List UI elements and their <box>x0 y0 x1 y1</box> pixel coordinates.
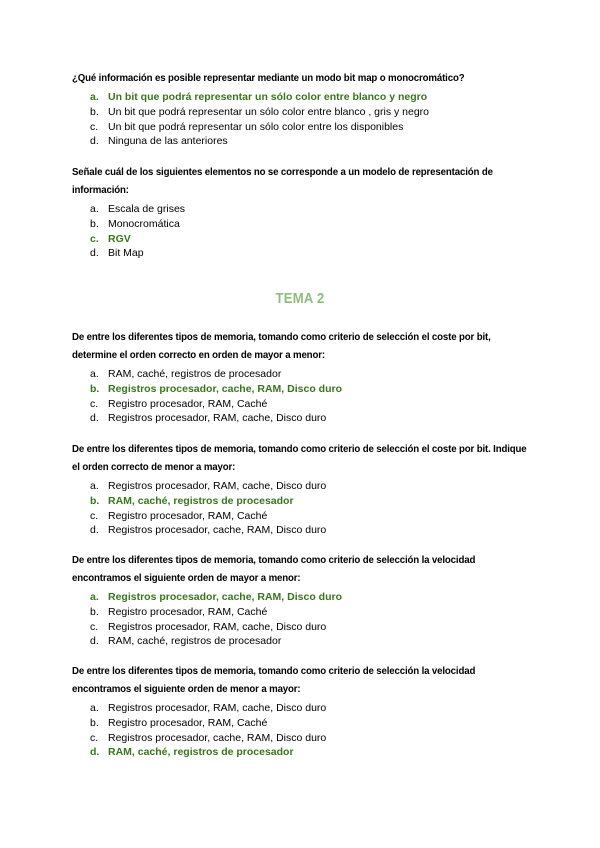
option-letter: b. <box>90 605 99 618</box>
option-item <box>72 605 532 620</box>
option-letter: d. <box>90 746 100 759</box>
question-block <box>72 663 532 760</box>
option-text: RAM, caché, registros de procesador <box>108 746 294 759</box>
option-item <box>72 397 532 412</box>
option-item <box>72 411 532 426</box>
option-letter: d. <box>90 635 99 648</box>
option-text: Bit Map <box>108 247 144 260</box>
option-item <box>72 134 532 149</box>
section-title: TEMA 2 <box>275 291 325 307</box>
option-item <box>72 731 532 746</box>
option-list <box>72 202 532 261</box>
option-item <box>72 202 532 217</box>
option-letter: c. <box>90 232 99 245</box>
option-text: RAM, caché, registros de procesador <box>108 635 282 648</box>
option-text: Escala de grises <box>108 203 186 215</box>
option-text: Registros procesador, RAM, cache, Disco duro <box>108 412 327 425</box>
option-text: Registros procesador, RAM, cache, Disco duro <box>108 702 327 714</box>
question-block <box>72 552 532 649</box>
option-item <box>72 232 532 247</box>
question-text: De entre los diferentes tipos de memoria, tomando como criterio de selección la velocidad encontramos el siguiente orden de menor a mayor: <box>72 666 476 695</box>
option-letter: a. <box>90 203 99 215</box>
option-text: Ninguna de las anteriores <box>108 135 228 148</box>
option-text: Un bit que podrá representar un sólo color entre blanco , gris y negro <box>108 105 430 118</box>
option-item <box>72 634 532 649</box>
option-letter: d. <box>90 524 99 537</box>
option-letter: b. <box>90 494 100 507</box>
option-text: Registro procesador, RAM, Caché <box>108 716 268 729</box>
option-letter: b. <box>90 716 99 729</box>
question-text: Señale cuál de los siguientes elementos no se corresponde a un modelo de representación de información: <box>72 167 493 196</box>
option-letter: d. <box>90 135 99 148</box>
option-letter: a. <box>90 591 99 603</box>
option-item <box>72 509 532 524</box>
option-letter: d. <box>90 412 99 425</box>
option-text: Registros procesador, cache, RAM, Disco duro <box>108 524 327 537</box>
option-text: Un bit que podrá representar un sólo color entre los disponibles <box>108 120 404 133</box>
option-text: Registros procesador, cache, RAM, Disco duro <box>108 731 327 744</box>
option-item <box>72 90 532 105</box>
option-item <box>72 620 532 635</box>
option-item <box>72 367 532 382</box>
option-letter: a. <box>90 702 99 714</box>
option-item <box>72 494 532 509</box>
option-item <box>72 523 532 538</box>
option-text: Monocromática <box>108 217 180 230</box>
option-letter: b. <box>90 382 100 395</box>
option-text: Registros procesador, cache, RAM, Disco duro <box>108 591 342 603</box>
option-text: Registros procesador, RAM, cache, Disco duro <box>108 620 327 633</box>
option-list <box>72 479 532 538</box>
question-block <box>72 329 532 426</box>
option-letter: b. <box>90 217 99 230</box>
option-text: Registros procesador, cache, RAM, Disco duro <box>108 382 342 395</box>
option-item <box>72 105 532 120</box>
option-item <box>72 590 532 605</box>
option-list <box>72 90 532 149</box>
option-item <box>72 120 532 135</box>
option-text: Un bit que podrá representar un sólo color entre blanco y negro <box>108 91 428 103</box>
option-list <box>72 701 532 760</box>
option-text: RAM, caché, registros de procesador <box>108 494 294 507</box>
option-item <box>72 716 532 731</box>
option-text: Registro procesador, RAM, Caché <box>108 509 268 522</box>
option-letter: a. <box>90 91 99 103</box>
option-list <box>72 367 532 426</box>
question-text: De entre los diferentes tipos de memoria, tomando como criterio de selección el coste por bit. Indique el orden correcto de menor a mayor: <box>72 444 527 473</box>
option-letter: a. <box>90 480 99 492</box>
question-text: ¿Qué información es posible representar mediante un modo bit map o monocromático? <box>72 73 465 84</box>
option-letter: c. <box>90 620 99 633</box>
option-text: Registro procesador, RAM, Caché <box>108 397 268 410</box>
option-item <box>72 382 532 397</box>
option-letter: c. <box>90 731 99 744</box>
question-text: De entre los diferentes tipos de memoria, tomando como criterio de selección el coste por bit, determine el orden correcto en orden de mayor a menor: <box>72 332 491 361</box>
option-letter: c. <box>90 397 99 410</box>
option-letter: a. <box>90 368 99 380</box>
option-item <box>72 479 532 494</box>
option-text: RGV <box>108 232 131 245</box>
option-text: Registros procesador, RAM, cache, Disco duro <box>108 480 327 492</box>
question-block <box>72 441 532 538</box>
option-letter: b. <box>90 105 99 118</box>
option-list <box>72 590 532 649</box>
question-text: De entre los diferentes tipos de memoria, tomando como criterio de selección la velocidad encontramos el siguiente orden de mayor a menor: <box>72 555 476 584</box>
option-item <box>72 745 532 760</box>
question-block <box>72 70 532 149</box>
option-item <box>72 246 532 261</box>
option-item <box>72 217 532 232</box>
option-letter: c. <box>90 120 99 133</box>
option-text: RAM, caché, registros de procesador <box>108 368 282 380</box>
option-item <box>72 701 532 716</box>
question-block <box>72 164 532 261</box>
option-letter: d. <box>90 247 99 260</box>
option-text: Registro procesador, RAM, Caché <box>108 605 268 618</box>
option-letter: c. <box>90 509 99 522</box>
